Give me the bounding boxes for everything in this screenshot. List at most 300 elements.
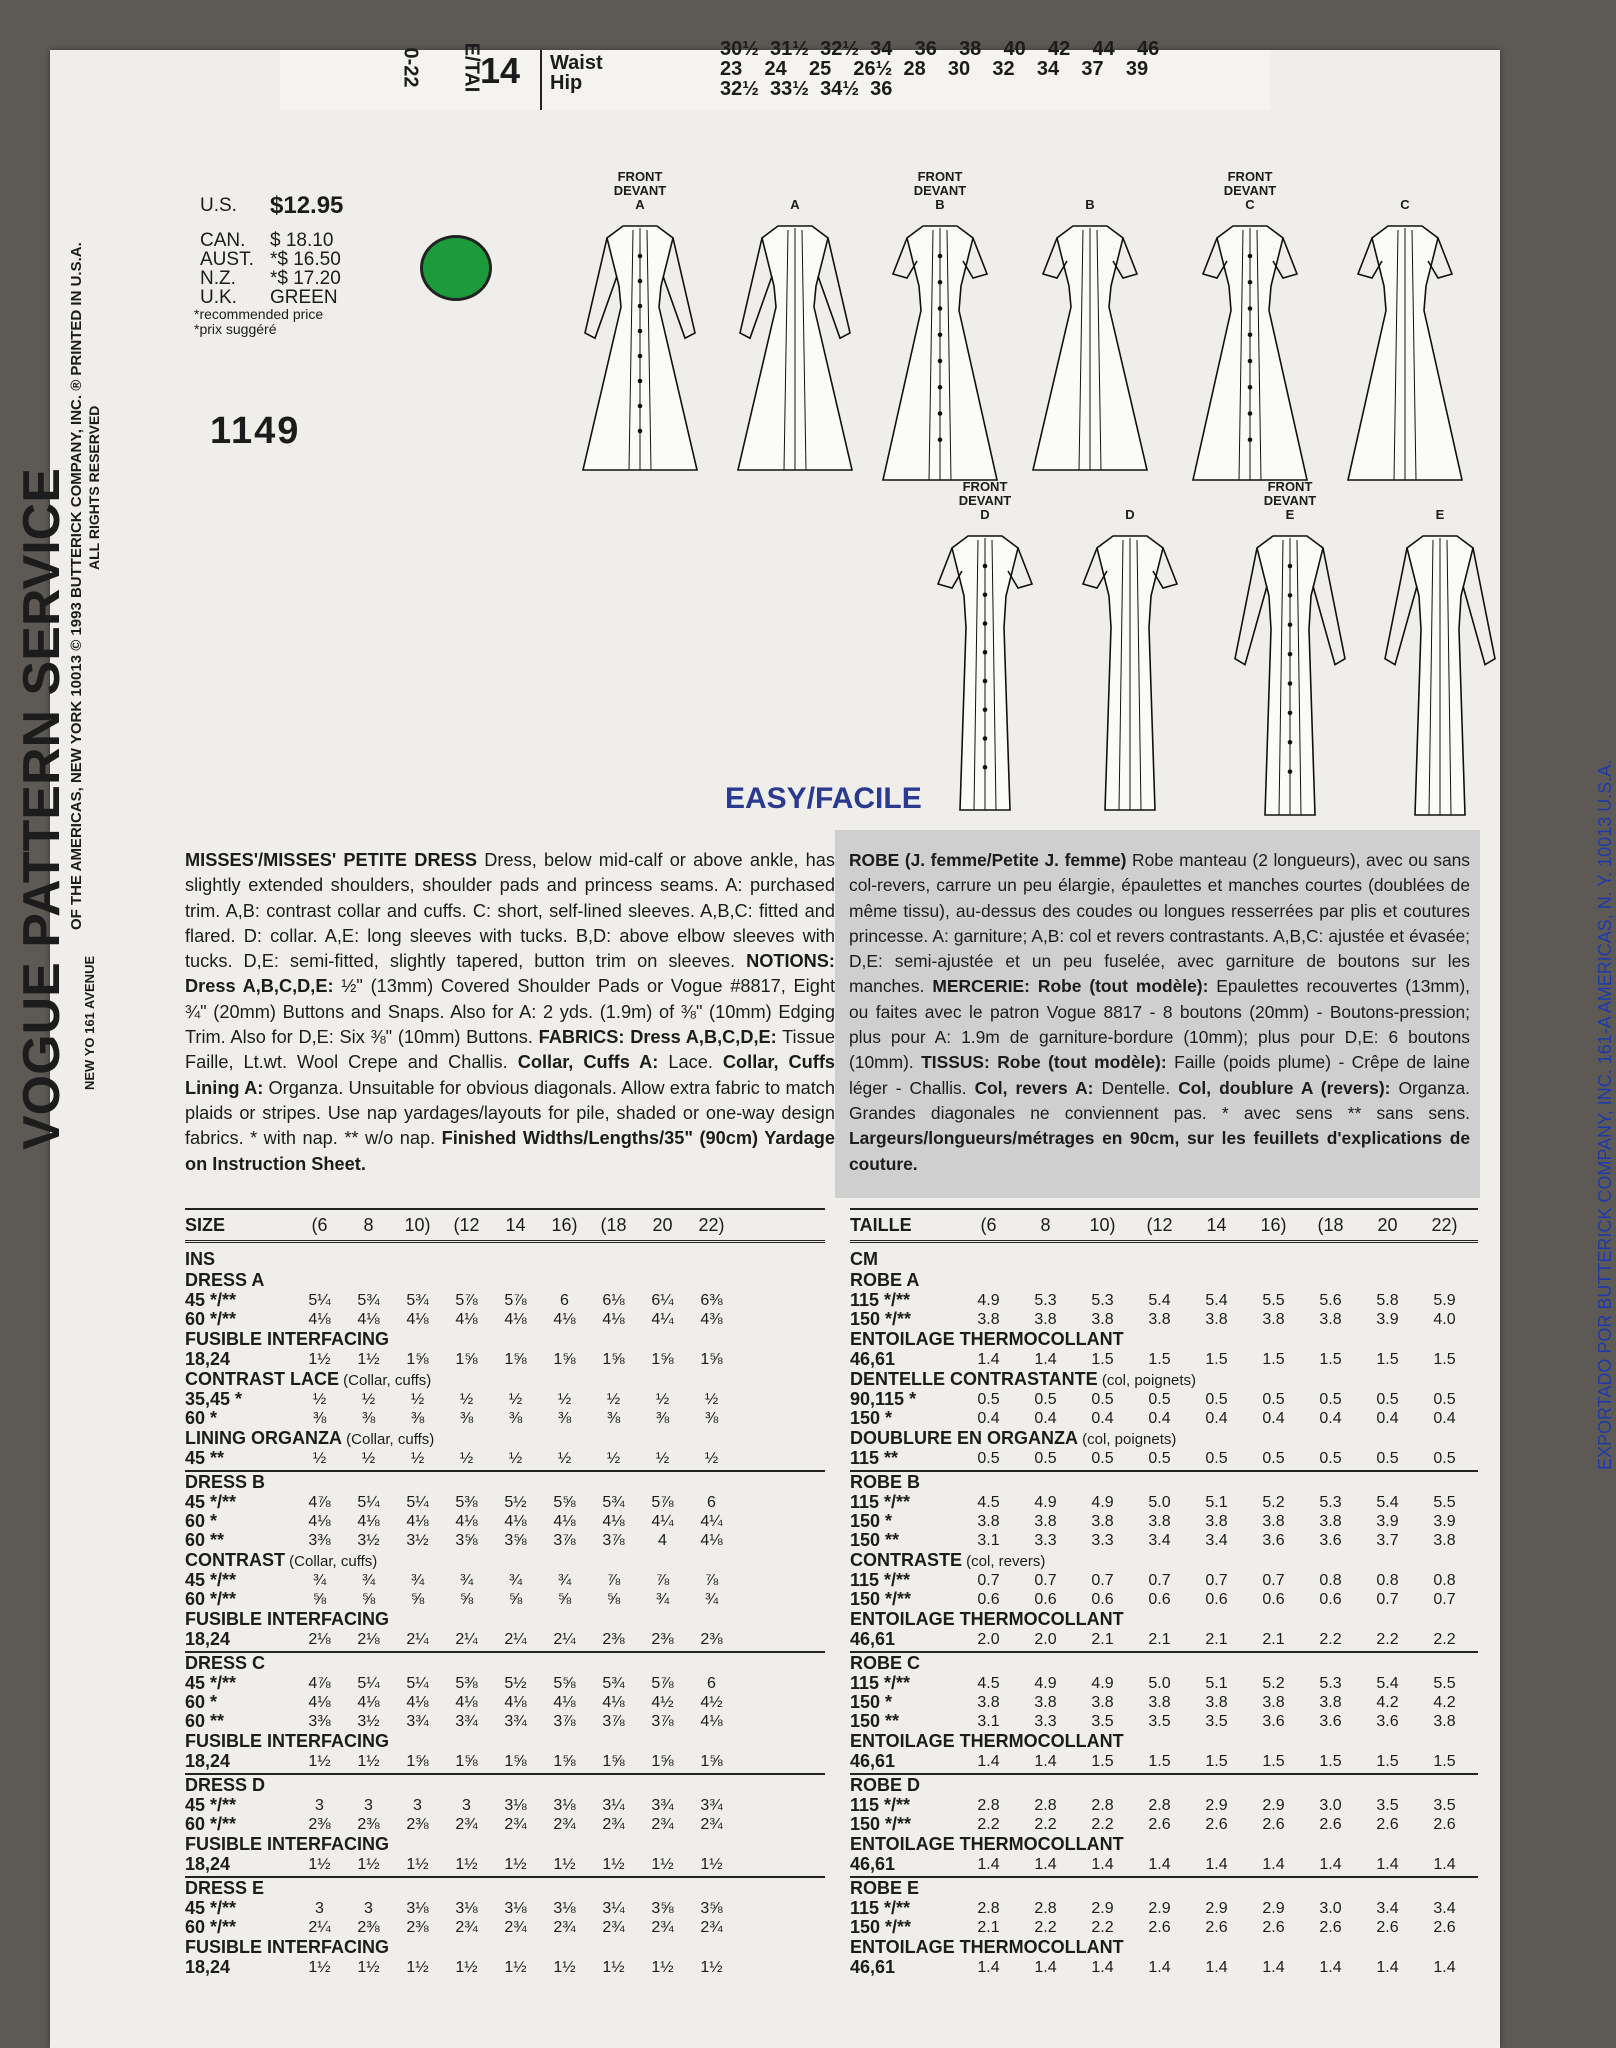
- yardage-cell: 1.4: [1034, 1959, 1057, 1976]
- yardage-cell: 4⅛: [504, 1311, 527, 1328]
- yardage-cell: 3¾: [700, 1797, 723, 1814]
- size-column-header: 22): [1431, 1214, 1458, 1235]
- desc-en-title: MISSES'/MISSES' PETITE DRESS: [185, 850, 477, 870]
- dress-sketch: [1065, 526, 1195, 816]
- yardage-cell: 3.8: [1433, 1532, 1456, 1549]
- yardage-cell: 3.8: [1148, 1311, 1171, 1328]
- yardage-cell: 3⅞: [553, 1713, 576, 1730]
- yardage-cell: 5⅞: [455, 1292, 478, 1309]
- view-letter: B: [935, 197, 945, 212]
- yardage-cell: 2⅛: [308, 1631, 331, 1648]
- devant-label: DEVANT: [613, 183, 667, 198]
- devant-label: DEVANT: [1263, 493, 1317, 508]
- view-letter: C: [1400, 197, 1410, 212]
- difficulty-label: EASY/FACILE: [725, 782, 922, 815]
- view-letter: C: [1245, 197, 1255, 212]
- desc-en-text-3: Tissue Faille, Lt.wt. Wool Crepe and Challis.: [185, 1027, 836, 1073]
- yardage-cell: 0.5: [1433, 1391, 1456, 1408]
- pattern-number: 1149: [210, 410, 301, 452]
- chart-row: [850, 1409, 1478, 1428]
- yardage-cell: 1.4: [1376, 1959, 1399, 1976]
- yardage-cell: 0.5: [1091, 1450, 1114, 1467]
- desc-fr-title: ROBE (J. femme/Petite J. femme): [849, 850, 1127, 870]
- yardage-cell: 3.5: [1148, 1713, 1171, 1730]
- chart-row: [850, 1350, 1478, 1369]
- dress-sketch: [875, 216, 1005, 486]
- copyright-rights: ALL RIGHTS RESERVED: [86, 405, 102, 570]
- yardage-cell: 4¼: [651, 1513, 674, 1530]
- yardage-cell: 1.4: [1148, 1856, 1171, 1873]
- yardage-cell: 2¾: [700, 1919, 723, 1936]
- yardage-cell: 2.6: [1376, 1919, 1399, 1936]
- yardage-cell: ½: [508, 1450, 523, 1467]
- yardage-cell: ⅜: [704, 1410, 719, 1427]
- fabric-width-label: 46,61: [850, 1629, 896, 1649]
- yardage-cell: ½: [312, 1450, 327, 1467]
- yardage-cell: ½: [361, 1391, 376, 1408]
- yardage-cell: 1.5: [1376, 1351, 1399, 1368]
- yardage-cell: 0.8: [1376, 1572, 1399, 1589]
- yardage-cell: 1.4: [977, 1351, 1000, 1368]
- yardage-cell: 3.4: [1376, 1900, 1399, 1917]
- chart-group-title: DENTELLE CONTRASTANTE (col, poignets): [850, 1369, 1197, 1389]
- yardage-cell: 3.8: [977, 1311, 1000, 1328]
- yardage-cell: 4⅛: [455, 1311, 478, 1328]
- yardage-cell: 3⅛: [504, 1900, 527, 1917]
- fabric-width-label: 150 */**: [850, 1309, 912, 1329]
- chart-row: [185, 1531, 825, 1550]
- devant-label: [1020, 184, 1160, 198]
- yardage-cell: 1.4: [1205, 1856, 1228, 1873]
- yardage-cell: 2¼: [553, 1631, 576, 1648]
- yardage-cell: 2⅜: [357, 1816, 380, 1833]
- yardage-cell: 4⅛: [602, 1694, 625, 1711]
- yardage-cell: 2¾: [602, 1816, 625, 1833]
- chart-row: [185, 1493, 825, 1512]
- chart-row: [185, 1310, 825, 1329]
- chart-group-title: DRESS E: [185, 1878, 265, 1898]
- yardage-cell: 3: [462, 1797, 471, 1814]
- unit-label: INS: [185, 1249, 216, 1269]
- yardage-cell: 2.2: [1034, 1816, 1057, 1833]
- size-column-header: (6: [311, 1214, 328, 1235]
- yardage-cell: 1⅝: [455, 1351, 478, 1368]
- yardage-cell: 2⅜: [357, 1919, 380, 1936]
- yardage-cell: 1½: [308, 1856, 331, 1873]
- yardage-cell: 0.5: [1205, 1391, 1228, 1408]
- yardage-cell: 1.4: [977, 1959, 1000, 1976]
- fabric-width-label: 150 **: [850, 1530, 900, 1550]
- yardage-cell: 3⅞: [651, 1713, 674, 1730]
- yardage-cell: 0.4: [1376, 1410, 1399, 1427]
- yardage-cell: 4¼: [651, 1311, 674, 1328]
- yardage-cell: 2.1: [977, 1919, 1000, 1936]
- yardage-cell: 3.1: [977, 1532, 1000, 1549]
- chart-group-title: FUSIBLE INTERFACING: [185, 1937, 390, 1957]
- yardage-cell: 0.7: [1034, 1572, 1057, 1589]
- yardage-cell: ½: [557, 1450, 572, 1467]
- yardage-cell: ⅝: [361, 1591, 376, 1608]
- size-column-header: 8: [1040, 1214, 1051, 1235]
- description-french: [835, 830, 1480, 1198]
- size-range-label: 0-22: [399, 47, 422, 88]
- yardage-cell: 0.6: [1262, 1591, 1285, 1608]
- chart-group-title: ROBE E: [850, 1878, 920, 1898]
- yardage-cell: ⅜: [508, 1410, 523, 1427]
- aust-price: *$ 16.50: [270, 249, 341, 270]
- chart-row: [850, 1815, 1478, 1834]
- yardage-cell: 3.6: [1319, 1532, 1342, 1549]
- can-price: $ 18.10: [270, 230, 334, 251]
- chart-row: [850, 1390, 1478, 1409]
- yardage-cell: ⅝: [606, 1591, 621, 1608]
- yardage-cell: 3.8: [1034, 1694, 1057, 1711]
- chart-group-title: CONTRASTE (col, revers): [850, 1550, 1046, 1570]
- yardage-cell: ¾: [508, 1572, 523, 1589]
- yardage-cell: 0.4: [1319, 1410, 1342, 1427]
- yardage-cell: ½: [410, 1391, 425, 1408]
- yardage-cell: ⅞: [655, 1572, 670, 1589]
- fabric-width-label: 18,24: [185, 1629, 231, 1649]
- chart-row: [850, 1752, 1478, 1771]
- chart-row: [185, 1958, 825, 1977]
- yardage-cell: 1.4: [1148, 1959, 1171, 1976]
- fabric-width-label: 60 */**: [185, 1589, 237, 1609]
- chart-row: [850, 1512, 1478, 1531]
- chart-row: [185, 1571, 825, 1590]
- yardage-cell: 3.8: [1205, 1694, 1228, 1711]
- fabric-width-label: 18,24: [185, 1854, 231, 1874]
- yardage-cell: 3.3: [1034, 1532, 1057, 1549]
- yardage-cell: 6: [560, 1292, 569, 1309]
- yardage-cell: 0.5: [1034, 1391, 1057, 1408]
- yardage-cell: 1½: [602, 1856, 625, 1873]
- yardage-cell: 5.3: [1034, 1292, 1057, 1309]
- yardage-cell: 3.8: [1319, 1694, 1342, 1711]
- yardage-cell: 3.4: [1433, 1900, 1456, 1917]
- fabric-width-label: 60 */**: [185, 1917, 237, 1937]
- drawing-view-b-back: [1020, 170, 1160, 476]
- fabric-width-label: 60 **: [185, 1711, 225, 1731]
- chart-row: [850, 1693, 1478, 1712]
- yardage-cell: 3.3: [1091, 1532, 1114, 1549]
- size-column-header: (12: [1146, 1214, 1173, 1235]
- yardage-cell: 1.5: [1091, 1351, 1114, 1368]
- yardage-cell: ⅜: [459, 1410, 474, 1427]
- yardage-cell: 5⅜: [455, 1675, 478, 1692]
- yardage-cell: 1.4: [1034, 1753, 1057, 1770]
- chart-group-title: FUSIBLE INTERFACING: [185, 1609, 390, 1629]
- yardage-cell: ¾: [312, 1572, 327, 1589]
- yardage-cell: 3.6: [1319, 1713, 1342, 1730]
- yardage-cell: ½: [606, 1391, 621, 1408]
- yardage-cell: 3.4: [1205, 1532, 1228, 1549]
- yardage-cell: 3: [315, 1900, 324, 1917]
- desc-en-text-1: Dress, below mid-calf or above ankle, has slightly extended shoulders, shoulder pads and princess seams. A: purchased trim. A,B: contrast collar and cuffs. C: short, self-lined sleeves. A,B,C: fitted and flared. D: collar. A,E: long sleeves with tucks. B,D: above elbow sleeves with tucks. D,E: semi-fitted, slightly tapered, button trim on sleeves.: [185, 850, 836, 972]
- yardage-cell: 1⅝: [700, 1753, 723, 1770]
- fabric-width-label: 45 */**: [185, 1570, 237, 1590]
- yardage-cell: 4.9: [1091, 1494, 1114, 1511]
- yardage-cell: 5¾: [357, 1292, 380, 1309]
- yardage-cell: 1.4: [1262, 1856, 1285, 1873]
- devant-label: [1335, 184, 1475, 198]
- yardage-cell: 2¾: [553, 1919, 576, 1936]
- yardage-cell: 4⅛: [455, 1513, 478, 1530]
- size-column-header: 14: [1206, 1214, 1227, 1235]
- yardage-cell: 2.6: [1148, 1919, 1171, 1936]
- chart-row: [850, 1712, 1478, 1731]
- yardage-cell: 1.5: [1205, 1351, 1228, 1368]
- size-column-header: 16): [1260, 1214, 1287, 1235]
- front-label: FRONT: [617, 169, 663, 184]
- yardage-cell: 1⅝: [651, 1351, 674, 1368]
- yardage-cell: 2.9: [1205, 1900, 1228, 1917]
- fabric-width-label: 115 */**: [850, 1290, 911, 1310]
- yardage-cell: ⅞: [606, 1572, 621, 1589]
- fabric-width-label: 60 **: [185, 1530, 225, 1550]
- yardage-cell: 0.7: [1433, 1591, 1456, 1608]
- yardage-cell: 0.5: [1319, 1391, 1342, 1408]
- chart-group-title: ROBE D: [850, 1775, 921, 1795]
- yardage-cell: 3.8: [1319, 1311, 1342, 1328]
- chart-group-title: FUSIBLE INTERFACING: [185, 1834, 390, 1854]
- yardage-cell: 1½: [455, 1959, 478, 1976]
- yardage-cell: 1.4: [977, 1856, 1000, 1873]
- yardage-cell: 5¼: [357, 1675, 380, 1692]
- yardage-cell: 0.8: [1319, 1572, 1342, 1589]
- yardage-cell: 0.6: [1034, 1591, 1057, 1608]
- dress-sketch: [730, 216, 860, 476]
- yardage-cell: 2.6: [1319, 1816, 1342, 1833]
- size-column-header: 8: [363, 1214, 374, 1235]
- devant-label: [1370, 494, 1510, 508]
- dress-sketch: [1185, 216, 1315, 486]
- chart-row: [185, 1409, 825, 1428]
- yardage-cell: 0.7: [1148, 1572, 1171, 1589]
- group-note: (Collar, cuffs): [339, 1372, 432, 1389]
- yardage-cell: ½: [557, 1391, 572, 1408]
- yardage-cell: 3.8: [1262, 1311, 1285, 1328]
- yardage-cell: 0.4: [1433, 1410, 1456, 1427]
- yardage-cell: 5⅞: [504, 1292, 527, 1309]
- yardage-cell: 3.8: [1148, 1694, 1171, 1711]
- size-column-header: (18: [600, 1214, 627, 1235]
- yardage-cell: 2¾: [651, 1919, 674, 1936]
- chart-row: [850, 1571, 1478, 1590]
- yardage-cell: 3½: [406, 1532, 429, 1549]
- chart-group-title: LINING ORGANZA (Collar, cuffs): [185, 1428, 435, 1448]
- yardage-cell: 2¼: [455, 1631, 478, 1648]
- front-label: [1020, 170, 1160, 184]
- chart-row: [850, 1630, 1478, 1649]
- yardage-cell: 0.5: [1091, 1391, 1114, 1408]
- yardage-cell: 2.2: [1433, 1631, 1456, 1648]
- yardage-cell: 3¾: [406, 1713, 429, 1730]
- price-note-fr: *prix suggéré: [194, 321, 277, 337]
- yardage-cell: 0.5: [977, 1450, 1000, 1467]
- yardage-cell: 3.8: [1262, 1513, 1285, 1530]
- chart-row: [185, 1630, 825, 1649]
- drawing-view-d-front: [915, 480, 1055, 816]
- dress-sketch: [1225, 526, 1355, 821]
- yardage-cell: 3: [364, 1797, 373, 1814]
- view-letter: D: [980, 507, 990, 522]
- yardage-cell: 3.8: [1091, 1694, 1114, 1711]
- desc-en-notions-label: NOTIONS: Dress A,B,C,D,E:: [185, 951, 835, 997]
- size-column-header: 10): [404, 1214, 431, 1235]
- yardage-cell: 4⅛: [357, 1311, 380, 1328]
- unit-label: CM: [850, 1249, 878, 1269]
- view-letter: E: [1435, 507, 1445, 522]
- chart-group-title: ENTOILAGE THERMOCOLLANT: [850, 1937, 1124, 1957]
- desc-fr-text-5: Organza. Grandes diagonales ne conviennent pas. * avec sens ** sans sens.: [849, 1077, 1470, 1123]
- yardage-cell: 3.5: [1091, 1713, 1114, 1730]
- yardage-cell: 2.6: [1148, 1816, 1171, 1833]
- yardage-cell: 3.8: [1034, 1513, 1057, 1530]
- yardage-cell: 1.5: [1319, 1351, 1342, 1368]
- desc-en-collar-label: Collar, Cuffs A:: [517, 1052, 659, 1073]
- fabric-width-label: 18,24: [185, 1957, 231, 1977]
- chart-row: [850, 1531, 1478, 1550]
- fabric-width-label: 115 */**: [850, 1492, 911, 1512]
- yardage-cell: 1½: [357, 1753, 380, 1770]
- yardage-cell: 0.5: [1262, 1391, 1285, 1408]
- yardage-cell: 2¾: [553, 1816, 576, 1833]
- yardage-cell: ½: [704, 1450, 719, 1467]
- drawing-view-e-back: [1370, 480, 1510, 821]
- fabric-width-label: 45 */**: [185, 1673, 237, 1693]
- chart-group-title: ROBE B: [850, 1472, 921, 1492]
- pattern-envelope: [13, 38, 1615, 2048]
- yardage-cell: 5⅜: [455, 1494, 478, 1511]
- yardage-cell: 1.4: [1034, 1856, 1057, 1873]
- yardage-cell: 2.9: [1148, 1900, 1171, 1917]
- front-label: [1370, 480, 1510, 494]
- yardage-cell: 4⅛: [308, 1694, 331, 1711]
- chart-row: [185, 1796, 825, 1815]
- yardage-cell: 2.2: [1091, 1816, 1114, 1833]
- yardage-cell: 4.9: [1034, 1494, 1057, 1511]
- yardage-cell: 2.6: [1205, 1919, 1228, 1936]
- yardage-cell: 5.5: [1433, 1675, 1456, 1692]
- fabric-width-label: 150 */**: [850, 1814, 912, 1834]
- yardage-cell: 3.3: [1034, 1713, 1057, 1730]
- yardage-cell: 4⅛: [504, 1694, 527, 1711]
- yardage-cell: 2¾: [504, 1919, 527, 1936]
- yardage-cell: 2⅜: [406, 1919, 429, 1936]
- yardage-cell: 5.3: [1319, 1675, 1342, 1692]
- yardage-cell: 4.9: [1091, 1675, 1114, 1692]
- chart-group-title: CONTRAST (Collar, cuffs): [185, 1550, 378, 1570]
- front-label: FRONT: [1227, 169, 1273, 184]
- chart-row: [185, 1752, 825, 1771]
- yardage-cell: 0.7: [977, 1572, 1000, 1589]
- desc-fr-largeurs-label: Largeurs/longueurs/métrages en 90cm, sur les feuillets d'explications de couture.: [849, 1128, 1470, 1174]
- yardage-cell: 2¼: [504, 1631, 527, 1648]
- yardage-cell: 4⅛: [553, 1311, 576, 1328]
- hip-label: Hip: [550, 72, 583, 94]
- chart-row: [850, 1590, 1478, 1609]
- us-price: $12.95: [270, 191, 344, 219]
- front-label: FRONT: [1267, 479, 1313, 494]
- yardage-cell: 0.6: [1205, 1591, 1228, 1608]
- yardage-cell: 2.6: [1262, 1816, 1285, 1833]
- yardage-cell: ¾: [655, 1591, 670, 1608]
- front-label: FRONT: [917, 169, 963, 184]
- yardage-cell: 5.0: [1148, 1675, 1171, 1692]
- yardage-cell: ¾: [410, 1572, 425, 1589]
- yardage-cell: 3.0: [1319, 1797, 1342, 1814]
- yardage-cell: 2¾: [455, 1919, 478, 1936]
- yardage-cell: 1⅝: [700, 1351, 723, 1368]
- copyright-line: OF THE AMERICAS, NEW YORK 10013 © 1993 BUTTERICK COMPANY, INC. ® PRINTED IN U.S.A.: [68, 242, 85, 930]
- yardage-cell: 0.8: [1433, 1572, 1456, 1589]
- chart-group-title: ROBE A: [850, 1270, 920, 1290]
- fabric-width-label: 46,61: [850, 1751, 896, 1771]
- yardage-cell: 3.8: [1034, 1311, 1057, 1328]
- yardage-cell: 4½: [651, 1694, 674, 1711]
- yardage-cell: 4⅜: [700, 1311, 723, 1328]
- yardage-cell: 2.6: [1376, 1816, 1399, 1833]
- yardage-cell: 1⅝: [406, 1753, 429, 1770]
- chart-row: [185, 1918, 825, 1937]
- yardage-cell: 4⅛: [553, 1694, 576, 1711]
- yardage-cell: 2.2: [1376, 1631, 1399, 1648]
- yardage-cell: 1½: [308, 1351, 331, 1368]
- yardage-cell: 1.4: [1319, 1856, 1342, 1873]
- yardage-cell: 5¾: [602, 1675, 625, 1692]
- yardage-cell: 3.5: [1433, 1797, 1456, 1814]
- yardage-cell: 1.5: [1148, 1753, 1171, 1770]
- yardage-cell: 1.4: [1034, 1351, 1057, 1368]
- yardage-cell: ½: [655, 1391, 670, 1408]
- fabric-width-label: 60 */**: [185, 1814, 237, 1834]
- fabric-width-label: 45 */**: [185, 1795, 237, 1815]
- yardage-cell: 1⅝: [553, 1753, 576, 1770]
- size-column-header: 20: [1377, 1214, 1398, 1235]
- yardage-cell: 2.8: [977, 1900, 1000, 1917]
- yardage-cell: ½: [459, 1450, 474, 1467]
- yardage-cell: 3.4: [1148, 1532, 1171, 1549]
- yardage-cell: 3.8: [1319, 1513, 1342, 1530]
- fabric-width-label: 60 *: [185, 1511, 218, 1531]
- yardage-cell: ¾: [361, 1572, 376, 1589]
- yardage-cell: 3⅜: [308, 1713, 331, 1730]
- yardage-cell: 0.5: [1205, 1450, 1228, 1467]
- view-letter: B: [1085, 197, 1095, 212]
- yardage-cell: 3.8: [1205, 1311, 1228, 1328]
- yardage-cell: 5.1: [1205, 1675, 1228, 1692]
- desc-en-fabrics-label: FABRICS: Dress A,B,C,D,E:: [538, 1027, 777, 1048]
- desc-fr-doublure-label: Col, doublure A (revers):: [1178, 1077, 1391, 1098]
- yardage-cell: 4.5: [977, 1675, 1000, 1692]
- yardage-cell: 2⅜: [651, 1631, 674, 1648]
- devant-label: DEVANT: [1223, 183, 1277, 198]
- yardage-cell: 2.2: [1091, 1919, 1114, 1936]
- yardage-cell: 3⅛: [553, 1797, 576, 1814]
- yardage-cell: ⅜: [361, 1410, 376, 1427]
- yardage-cell: 3.0: [1319, 1900, 1342, 1917]
- yardage-cell: 0.5: [1034, 1450, 1057, 1467]
- yardage-cell: ⅝: [508, 1591, 523, 1608]
- size-measurement-strip: [280, 38, 1270, 110]
- desc-en-text-5: Organza. Unsuitable for obvious diagonals. Allow extra fabric to match plaids or stripes. Use nap yardages/layouts for pile, shaded or one-way design fabrics. * with nap. ** w/o nap.: [185, 1077, 835, 1149]
- desc-fr-tissus-label: TISSUS: Robe (tout modèle):: [921, 1052, 1167, 1073]
- yardage-cell: 2.1: [1148, 1631, 1171, 1648]
- yardage-cell: 5.4: [1376, 1675, 1399, 1692]
- yardage-cell: 5.5: [1433, 1494, 1456, 1511]
- yardage-cell: 4.9: [1034, 1675, 1057, 1692]
